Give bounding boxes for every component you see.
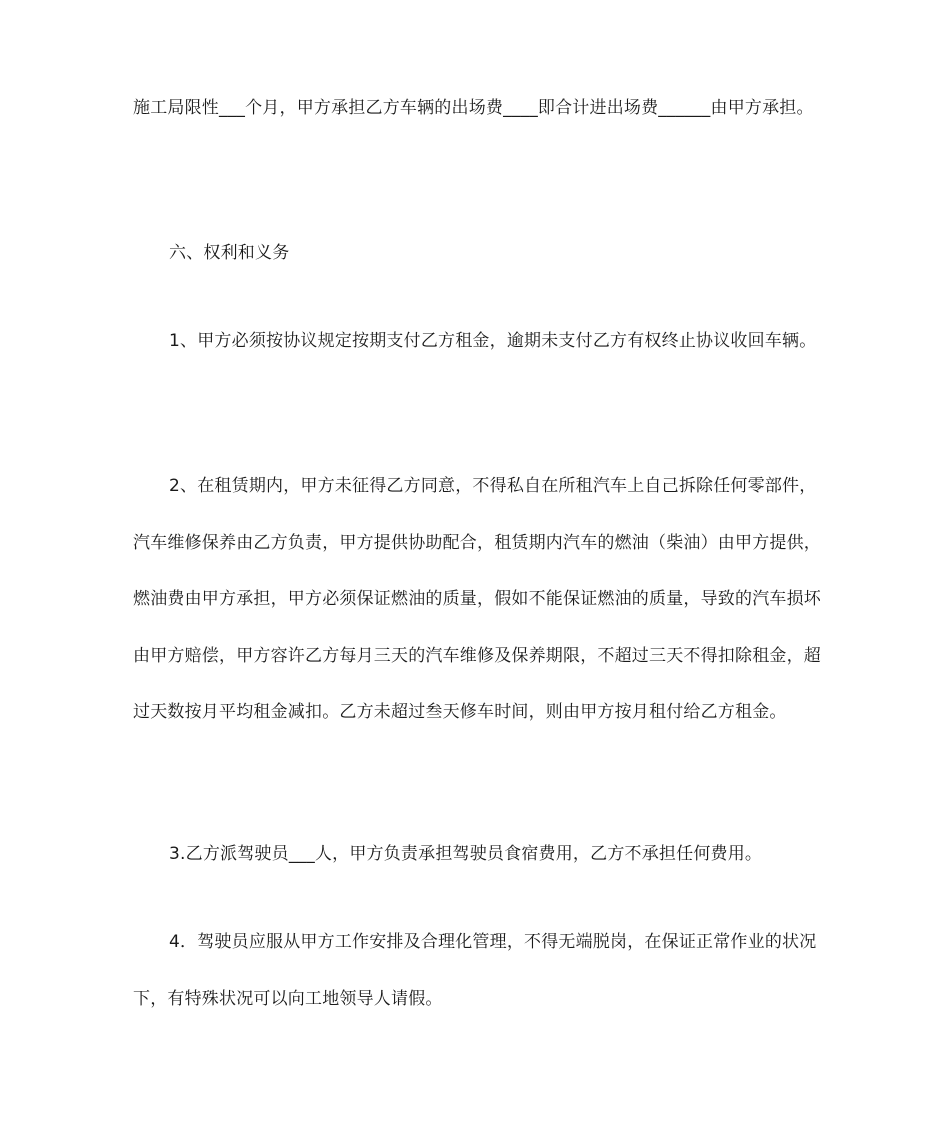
paragraph-site-limitation: 施工局限性___个月，甲方承担乙方车辆的出场费____即合计进出场费______由甲方承担。 — [133, 98, 814, 118]
clause-1-rent-payment: 1、甲方必须按协议规定按期支付乙方租金，逾期未支付乙方有权终止协议收回车辆。 — [169, 331, 817, 351]
clause-4-driver-conduct: 4．驾驶员应服从甲方工作安排及合理化管理，不得无端脱岗，在保证正常作业的状况下，有特殊状况可以向工地领导人请假。 — [133, 932, 817, 1009]
section-heading-rights-obligations: 六、权利和义务 — [169, 243, 290, 263]
clause-3-drivers: 3.乙方派驾驶员___人，甲方负责承担驾驶员食宿费用，乙方不承担任何费用。 — [169, 844, 763, 864]
clause-2-lease-period: 2、在租赁期内，甲方未征得乙方同意，不得私自在所租汽车上自己拆除任何零部件，汽车维修保养由乙方负责，甲方提供协助配合，租赁期内汽车的燃油（柴油）由甲方提供，燃油费由甲方承担，甲方必须保证燃油的质量，假如不能保证燃油的质量，导致的汽车损坏由甲方赔偿，甲方容许乙方每月三天的汽车维修及保养期限，不超过三天不得扣除租金，超过天数按月平均租金减扣。乙方未超过叁天修车时间，则由甲方按月租付给乙方租金。 — [133, 476, 821, 722]
